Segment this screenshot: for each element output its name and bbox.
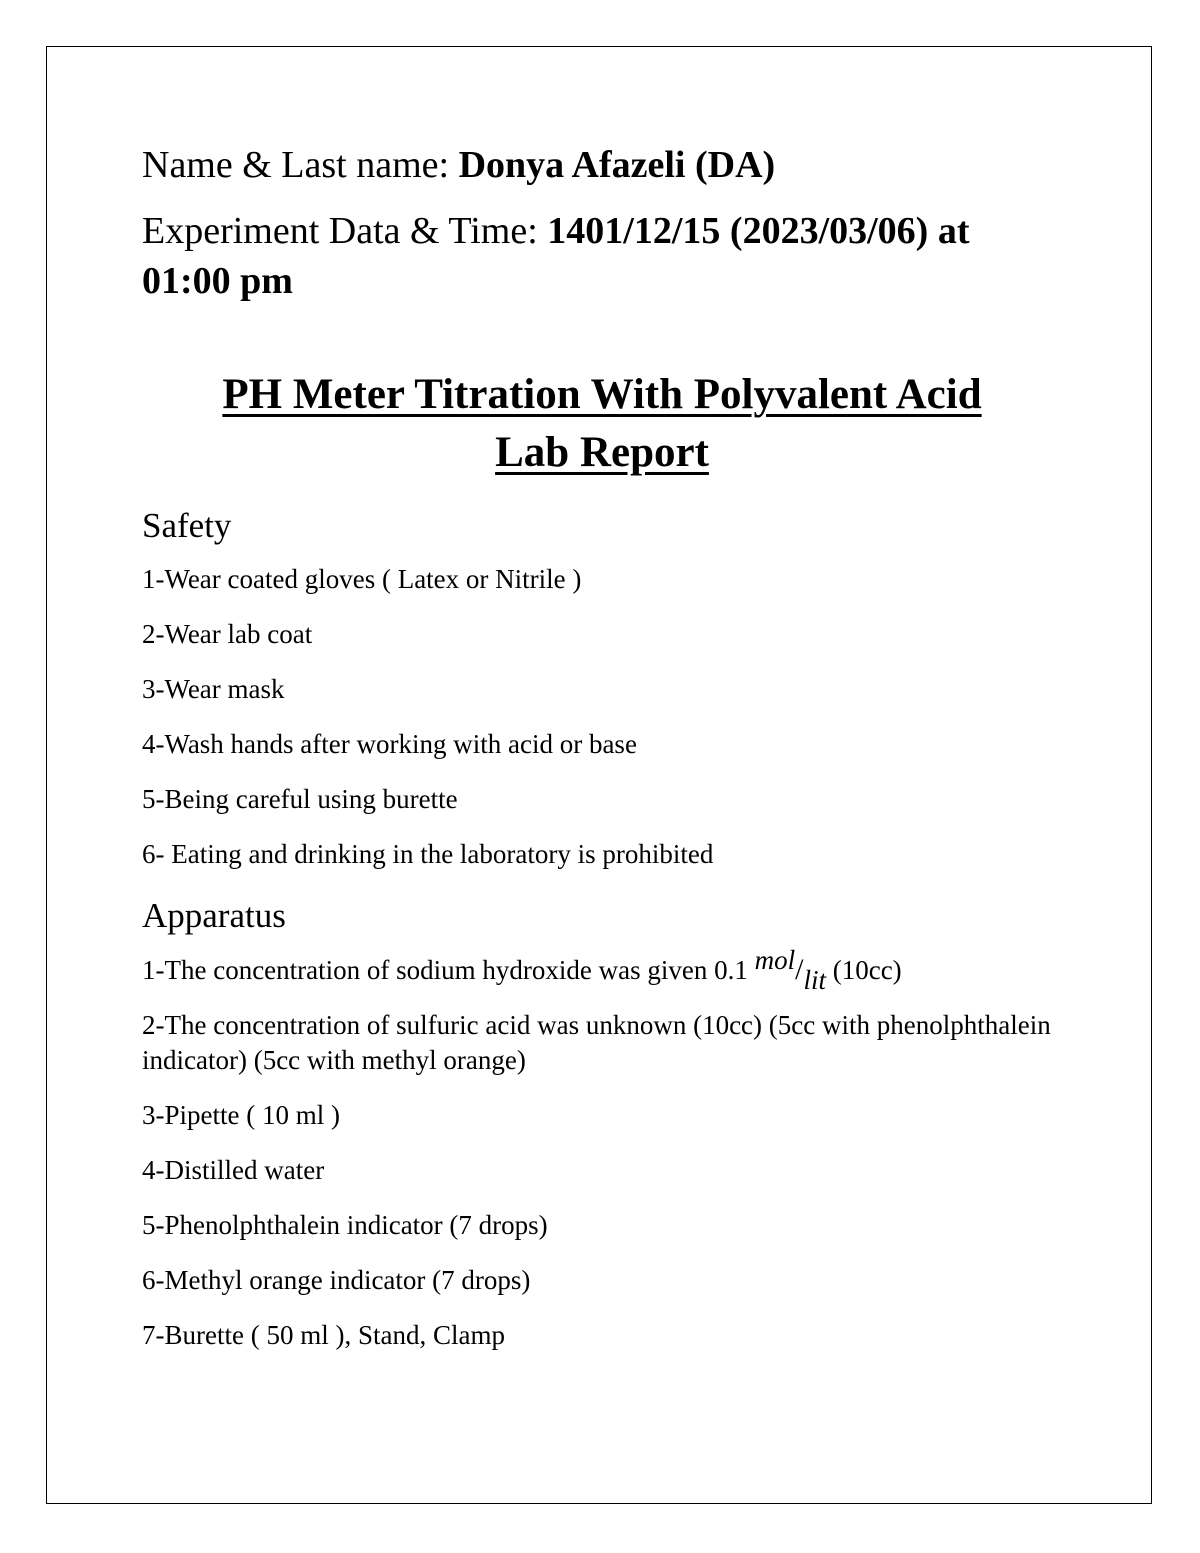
- datetime-value: 1401/12/15 (2023/03/06) at 01:00 pm: [142, 210, 970, 302]
- safety-heading: Safety: [142, 506, 232, 545]
- unit-slash: /: [795, 953, 804, 986]
- safety-item: 6- Eating and drinking in the laboratory is prohibited: [142, 839, 714, 869]
- datetime-label: Experiment Data & Time:: [142, 210, 548, 252]
- apparatus-item: 4-Distilled water: [142, 1155, 325, 1185]
- apparatus-heading: Apparatus: [142, 896, 286, 935]
- safety-item: 2-Wear lab coat: [142, 619, 313, 649]
- apparatus-list: [142, 945, 1062, 1353]
- title-line-1: PH Meter Titration With Polyvalent Acid: [222, 371, 982, 418]
- title-line-2: Lab Report: [495, 429, 709, 476]
- report-title: [142, 366, 1062, 482]
- unit-numerator: mol: [754, 945, 796, 975]
- apparatus-item: 6-Methyl orange indicator (7 drops): [142, 1265, 531, 1295]
- safety-item: 4-Wash hands after working with acid or base: [142, 729, 637, 759]
- apparatus-item-text: 1-The concentration of sodium hydroxide was given 0.1: [142, 955, 755, 985]
- name-line: [142, 140, 1062, 190]
- apparatus-item: 3-Pipette ( 10 ml ): [142, 1100, 340, 1130]
- datetime-line: [142, 206, 1062, 306]
- safety-item: 3-Wear mask: [142, 674, 285, 704]
- apparatus-item: 7-Burette ( 50 ml ), Stand, Clamp: [142, 1320, 505, 1350]
- safety-item: 5-Being careful using burette: [142, 784, 458, 814]
- safety-item: 1-Wear coated gloves ( Latex or Nitrile ): [142, 564, 582, 594]
- name-value: Donya Afazeli (DA): [458, 144, 776, 186]
- safety-list: [142, 562, 1062, 872]
- apparatus-item: 5-Phenolphthalein indicator (7 drops): [142, 1210, 548, 1240]
- apparatus-item: [142, 945, 1062, 995]
- unit-fraction: [754, 945, 826, 995]
- document-content: [142, 140, 1062, 1373]
- apparatus-item: 2-The concentration of sulfuric acid was unknown (10cc) (5cc with phenolphthalein indicator) (5cc with methyl orange): [142, 1010, 1051, 1075]
- name-label: Name & Last name:: [142, 144, 459, 186]
- unit-denominator: lit: [803, 965, 826, 995]
- apparatus-item-text-after: (10cc): [825, 955, 902, 985]
